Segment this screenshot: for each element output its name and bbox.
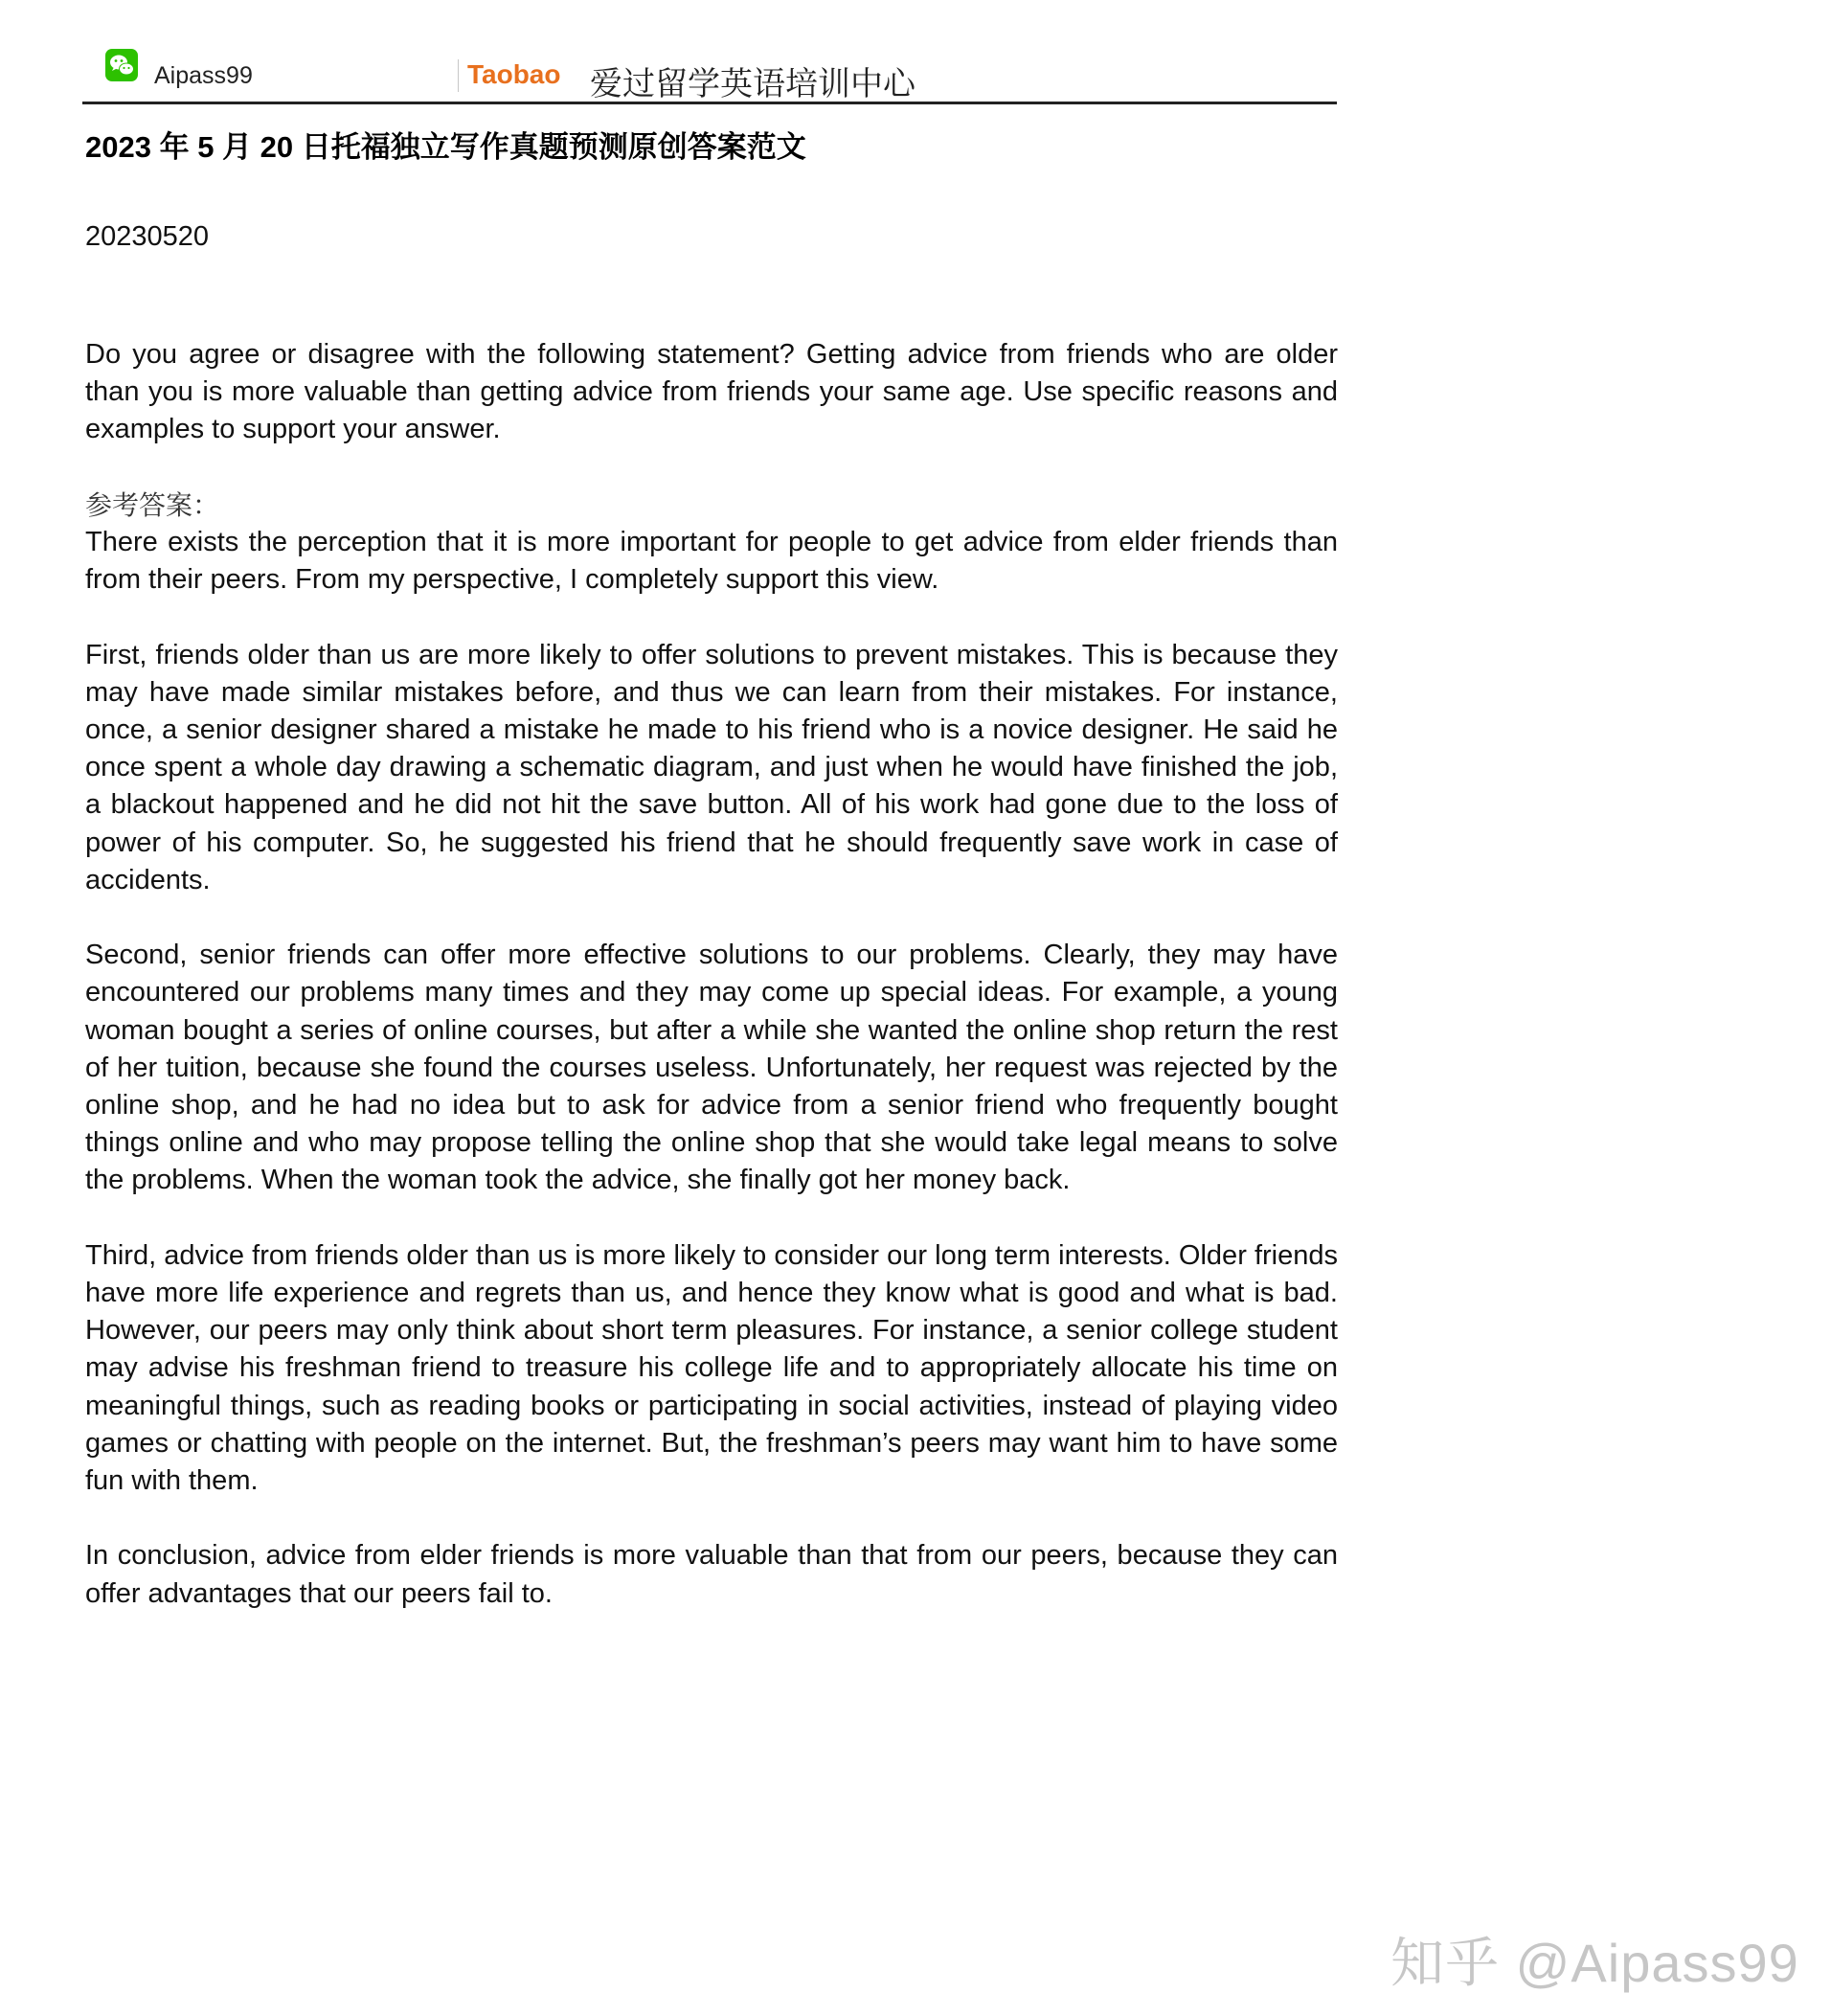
essay-paragraph: In conclusion, advice from elder friends is more valuable than that from our peers, because they can offer advantages that our peers fail to. [85,1540,1338,1609]
wechat-icon [105,49,138,81]
essay-paragraph: There exists the perception that it is more important for people to get advice from elder friends than from their peers. From my perspective, I completely support this view. [85,527,1338,596]
document-body [85,336,1338,1613]
shop-name: Taobao [467,59,561,89]
account-id: Aipass99 [154,62,253,89]
document-date: 20230520 [85,221,210,252]
zhihu-watermark: 知乎 @Aipass99 [1390,1933,1799,1993]
header-divider [458,59,459,92]
document-title: 2023 年 5 月 20 日托福独立写作真题预测原创答案范文 [85,130,806,164]
training-center-name: 爱过留学英语培训中心 [590,65,916,103]
question-prompt: Do you agree or disagree with the following statement? Getting advice from friends who are older than you is more valuable than getting advice from friends your same age. Use specific reasons and examples to support your answer. [85,339,1338,445]
essay-paragraph: Third, advice from friends older than us is more likely to consider our long term interests. Older friends have more life experience and regrets than us, and hence they know what is good and what is bad. However, our peers may only think about short term pleasures. For instance, a senior college student may advise his freshman friend to treasure his college life and to appropriately allocate his time on meaningful things, such as reading books or participating in social activities, instead of playing video games or chatting with people on the internet. But, the freshman’s peers may want him to have some fun with them. [85,1239,1338,1497]
essay-paragraph: First, friends older than us are more likely to offer solutions to prevent mistakes. This is because they may have made similar mistakes before, and thus we can learn from their mistakes. For instance, once, a senior designer shared a mistake he made to his friend who is a novice designer. He said he once spent a whole day drawing a schematic diagram, and just when he would have finished the job, a blackout happened and he did not hit the save button. All of his work had gone due to the loss of power of his computer. So, he suggested his friend that he should frequently save work in case of accidents. [85,639,1338,895]
essay-paragraph: Second, senior friends can offer more effective solutions to our problems. Clearly, they may have encountered our problems many times and they may come up special ideas. For example, a young woman bought a series of online courses, but after a while she wanted the online shop return the rest of her tuition, because she found the courses useless. Unfortunately, her request was rejected by the online shop, and he had no idea but to ask for advice from a senior friend who frequently bought things online and who may propose telling the online shop that she would take legal means to solve the problems. When the woman took the advice, she finally got her money back. [85,940,1338,1196]
answer-label: 参考答案： [85,488,220,521]
page-header [82,46,1337,104]
